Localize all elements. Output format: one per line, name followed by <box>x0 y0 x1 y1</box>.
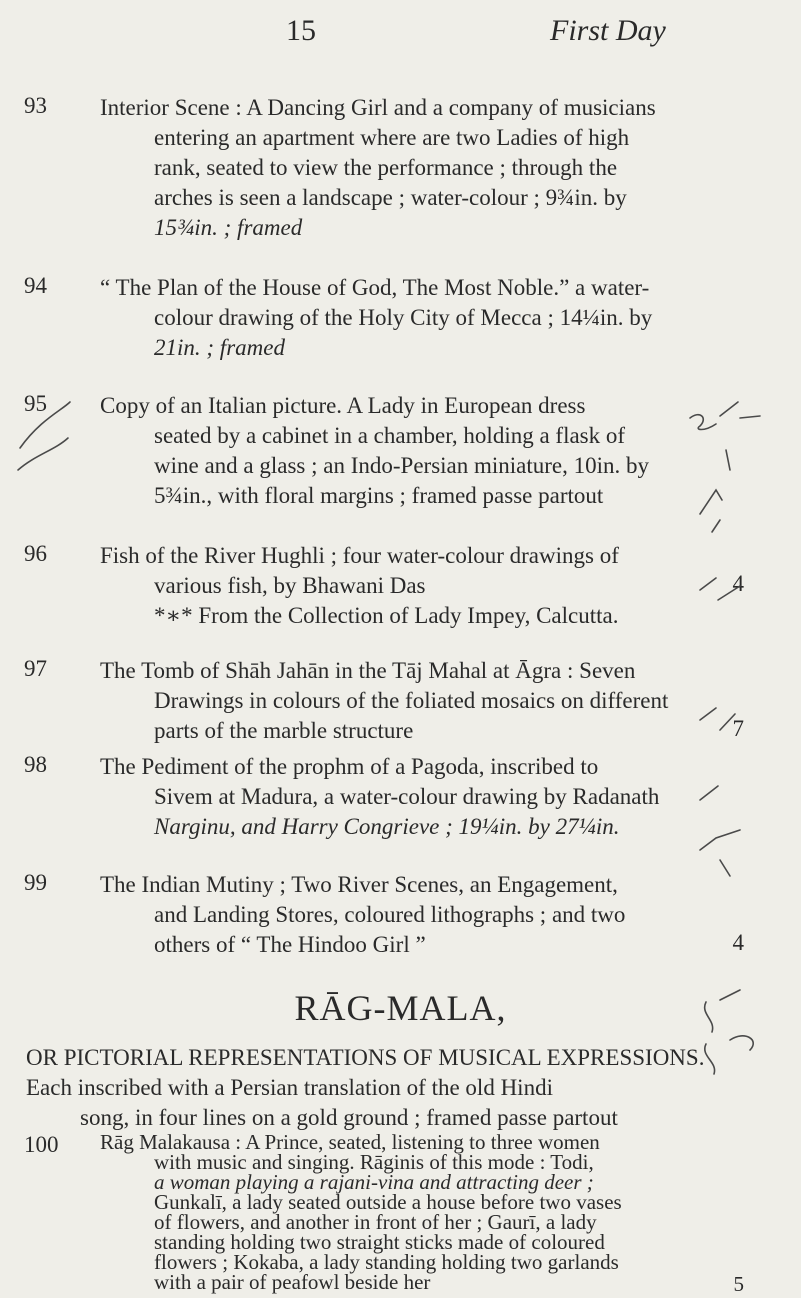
lot-number: 97 <box>24 656 47 681</box>
lot-quantity: 4 <box>732 571 744 596</box>
lot-line: seated by a cabinet in a chamber, holding a flask of <box>154 423 626 448</box>
lot-line: and Landing Stores, coloured lithographs ; and two <box>154 902 626 927</box>
lot-description <box>100 752 744 842</box>
section-subtitle-line: song, in four lines on a gold ground ; framed passe partout <box>80 1105 618 1130</box>
lot-description <box>100 870 744 960</box>
lot-line: wine and a glass ; an Indo-Persian miniature, 10in. by <box>154 453 650 478</box>
lot-number: 94 <box>24 273 47 298</box>
lot-line: 5¾in., with floral margins ; framed passe partout <box>154 483 604 508</box>
lot-line: standing holding two straight sticks made of coloured <box>154 1230 605 1254</box>
page-header <box>0 14 801 54</box>
lot-line: entering an apartment where are two Ladies of high <box>154 125 630 150</box>
lot-line: 21in. ; framed <box>154 335 285 360</box>
page-number: 15 <box>286 14 316 47</box>
lot-line: a woman playing a rajani-vina and attracting deer ; <box>154 1170 594 1194</box>
lot-line: Gunkalī, a lady seated outside a house before two vases <box>154 1190 622 1214</box>
lot-description <box>100 93 744 243</box>
lot-line: of flowers, and another in front of her ; Gaurī, a lady <box>154 1210 597 1234</box>
lot-quantity: 7 <box>732 716 744 741</box>
lot-line: Drawings in colours of the foliated mosaics on different <box>154 688 669 713</box>
lot-line: colour drawing of the Holy City of Mecca ; 14¼in. by <box>154 305 653 330</box>
section-subtitle-line: Each inscribed with a Persian translation of the old Hindi <box>26 1075 553 1100</box>
lot-description <box>100 391 744 511</box>
lot-quantity: 5 <box>733 1272 744 1296</box>
lot-line: The Tomb of Shāh Jahān in the Tāj Mahal at Āgra : Seven <box>100 658 636 683</box>
lot-line: parts of the marble structure <box>154 718 414 743</box>
running-title: First Day <box>550 14 666 47</box>
lot-line: *∗* From the Collection of Lady Impey, Calcutta. <box>154 603 619 628</box>
lot-line: flowers ; Kokaba, a lady standing holding two garlands <box>154 1250 619 1274</box>
lot-description <box>100 541 744 631</box>
section-title: RĀG-MALA, <box>294 988 507 1028</box>
lot-number: 99 <box>24 870 47 895</box>
lot-line: with a pair of peafowl beside her <box>154 1270 431 1294</box>
section-subtitle <box>26 1043 766 1133</box>
lot-line: “ The Plan of the House of God, The Most Noble.” a water- <box>100 275 650 300</box>
lot-number: 98 <box>24 752 47 777</box>
lot-line: The Indian Mutiny ; Two River Scenes, an Engagement, <box>100 872 618 897</box>
lot-line: various fish, by Bhawani Das <box>154 573 426 598</box>
lot-line: with music and singing. Rāginis of this mode : Todi, <box>154 1150 594 1174</box>
lot-line: 15¾in. ; framed <box>154 215 303 240</box>
lot-line: Copy of an Italian picture. A Lady in European dress <box>100 393 586 418</box>
lot-number: 100 <box>24 1132 59 1157</box>
lot-description <box>100 656 744 746</box>
lot-line: Narginu, and Harry Congrieve ; 19¼in. by 27¼in. <box>154 814 620 839</box>
lot-number: 96 <box>24 541 47 566</box>
lot-quantity: 4 <box>732 930 744 955</box>
lot-number: 93 <box>24 93 47 118</box>
lot-description <box>100 273 744 363</box>
lot-line: Sivem at Madura, a water-colour drawing by Radanath <box>154 784 660 809</box>
section-subtitle-line: OR PICTORIAL REPRESENTATIONS OF MUSICAL EXPRESSIONS. <box>26 1045 705 1070</box>
lot-line: others of “ The Hindoo Girl ” <box>154 932 426 957</box>
lot-line: Rāg Malakausa : A Prince, seated, listening to three women <box>100 1130 600 1154</box>
lot-description <box>100 1132 744 1292</box>
lot-line: The Pediment of the prophm of a Pagoda, inscribed to <box>100 754 599 779</box>
lot-line: rank, seated to view the performance ; through the <box>154 155 618 180</box>
lot-number: 95 <box>24 391 47 416</box>
lot-line: Interior Scene : A Dancing Girl and a company of musicians <box>100 95 656 120</box>
lot-line: arches is seen a landscape ; water-colour ; 9¾in. by <box>154 185 627 210</box>
lot-line: Fish of the River Hughli ; four water-colour drawings of <box>100 543 619 568</box>
